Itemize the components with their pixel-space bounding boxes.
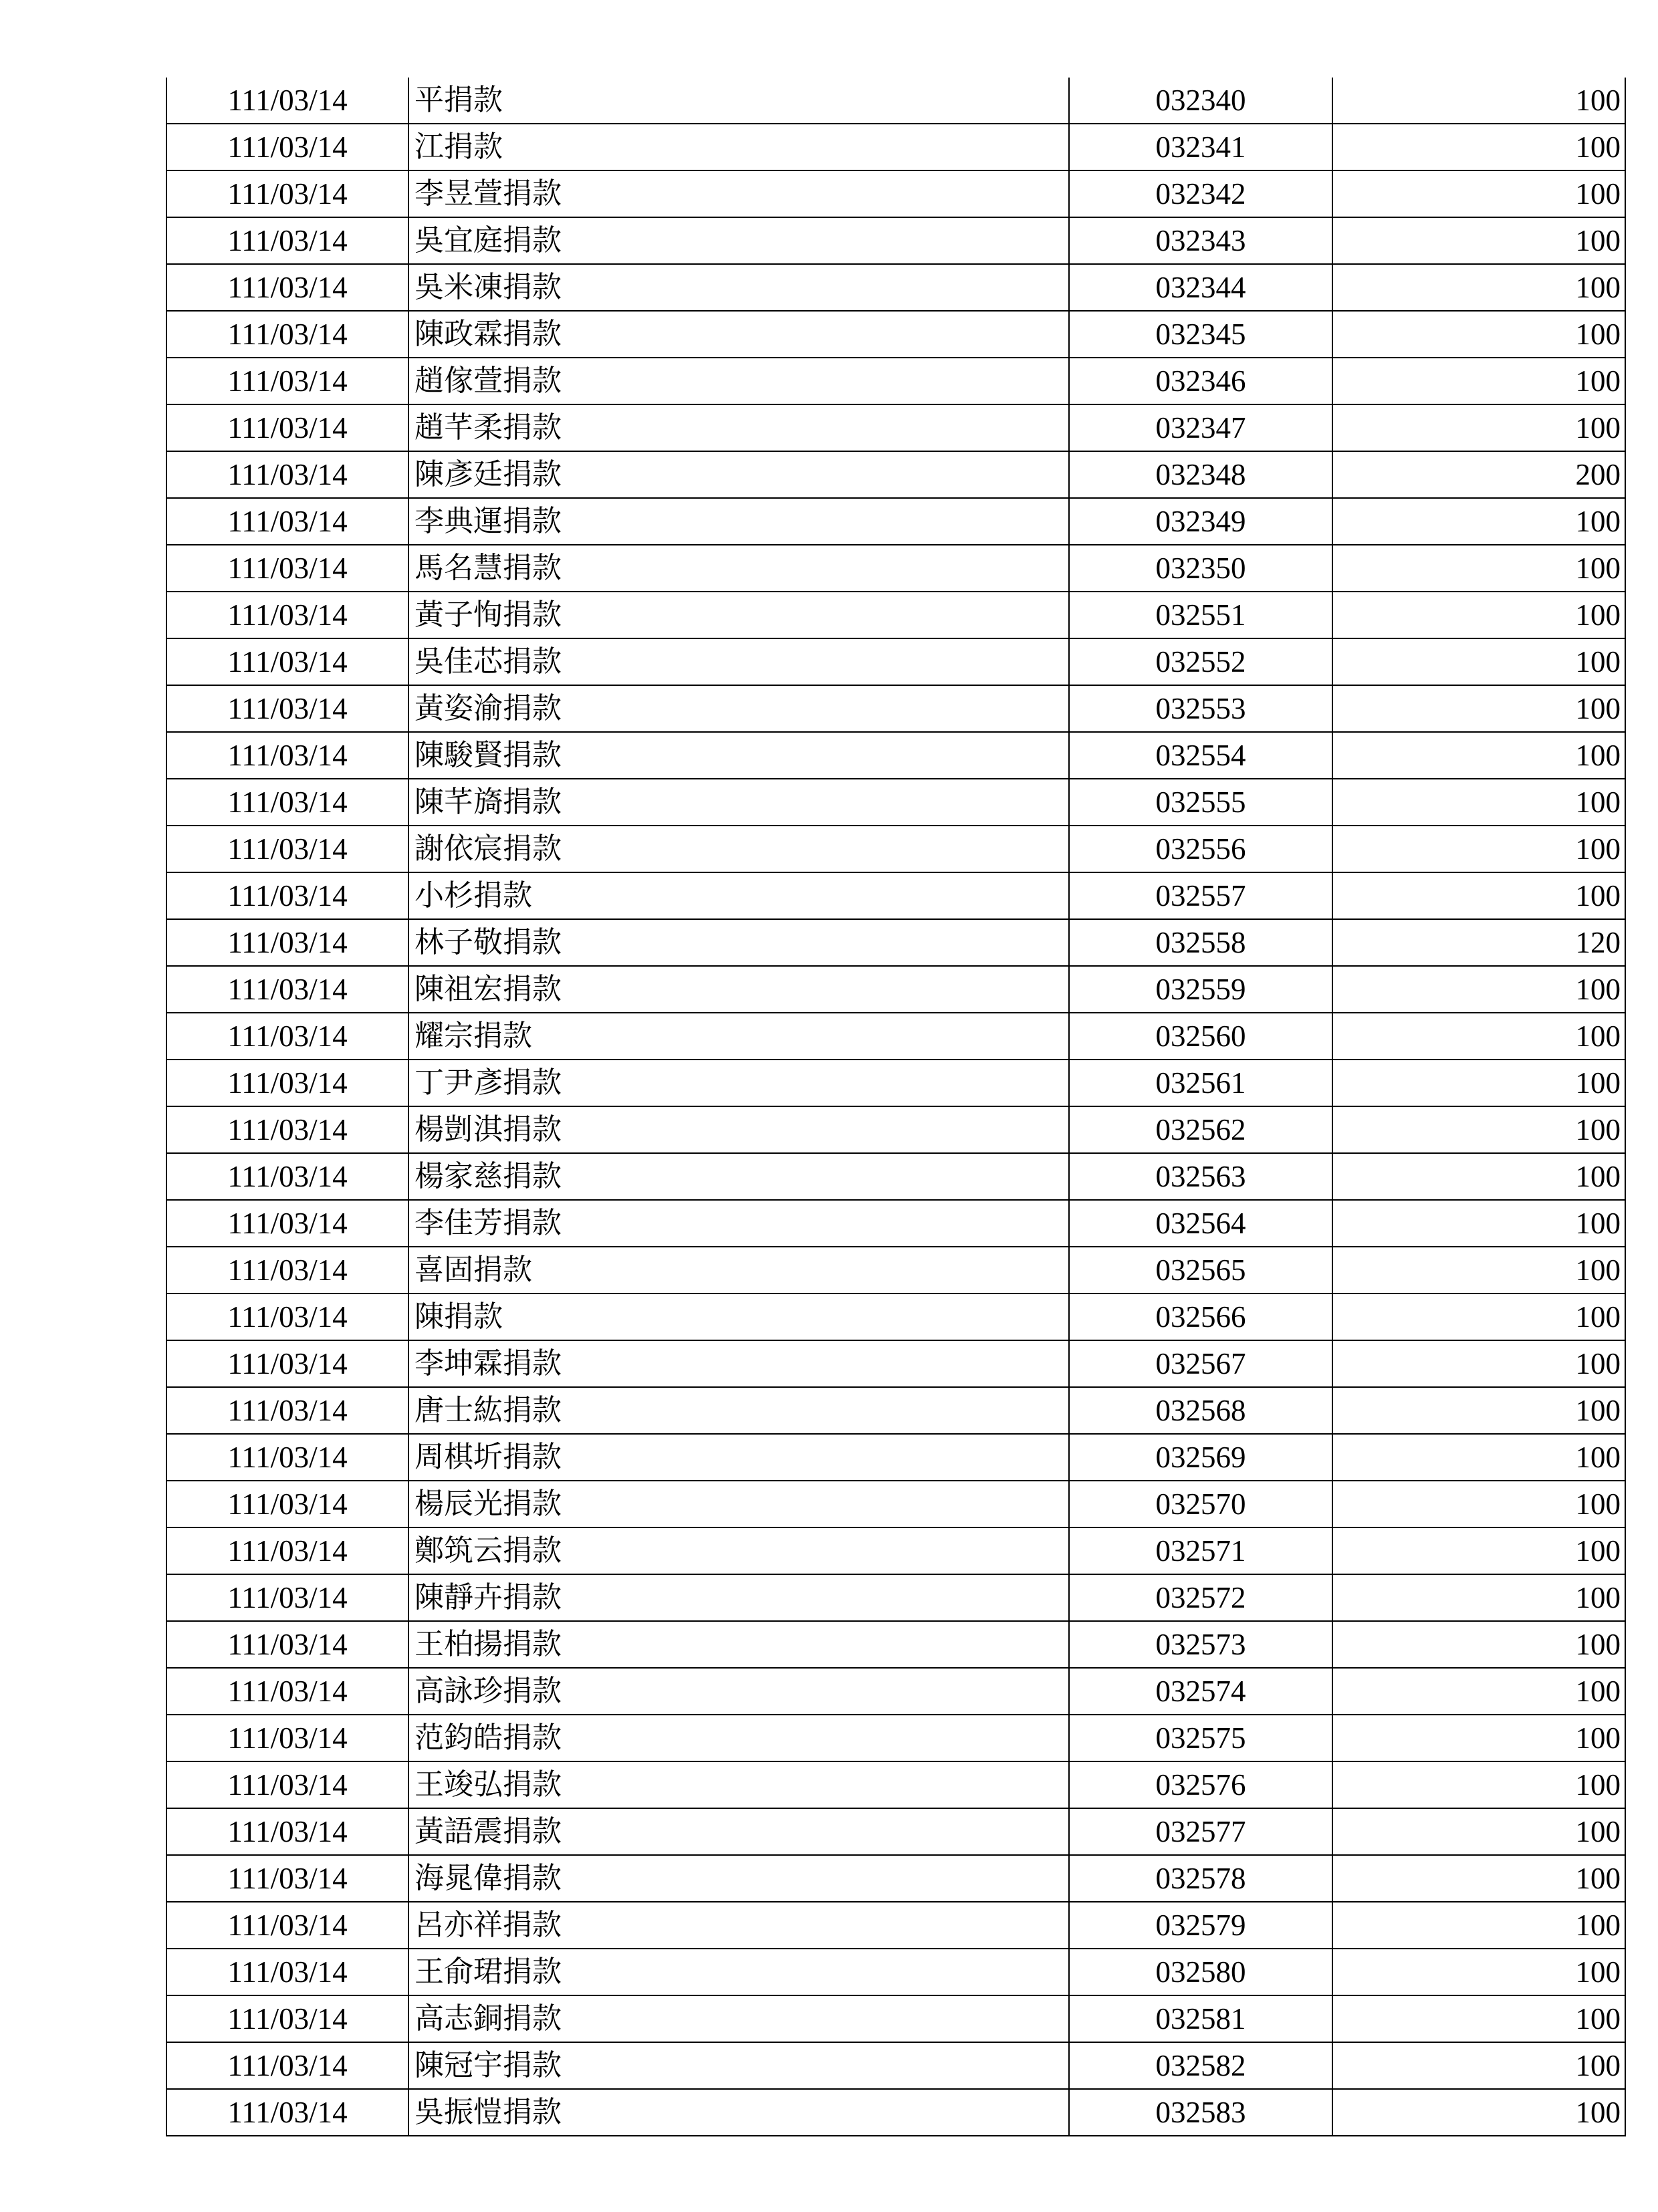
description-cell: 李坤霖捐款 [408, 1340, 1069, 1387]
donation-ledger-table [166, 78, 1626, 2136]
amount-cell: 100 [1332, 545, 1625, 592]
receipt-number-cell: 032581 [1069, 1995, 1332, 2042]
date-cell: 111/03/14 [166, 919, 408, 966]
date-cell: 111/03/14 [166, 451, 408, 498]
date-cell: 111/03/14 [166, 2089, 408, 2136]
date-cell: 111/03/14 [166, 1106, 408, 1153]
receipt-number-cell: 032572 [1069, 1574, 1332, 1621]
table-row [166, 1106, 1625, 1153]
description-cell: 趙傢萱捐款 [408, 358, 1069, 404]
amount-cell: 100 [1332, 779, 1625, 826]
table-row [166, 1808, 1625, 1855]
receipt-number-cell: 032573 [1069, 1621, 1332, 1668]
amount-cell: 100 [1332, 1995, 1625, 2042]
amount-cell: 100 [1332, 1106, 1625, 1153]
date-cell: 111/03/14 [166, 732, 408, 779]
table-row [166, 451, 1625, 498]
date-cell: 111/03/14 [166, 872, 408, 919]
amount-cell: 100 [1332, 78, 1625, 124]
date-cell: 111/03/14 [166, 1995, 408, 2042]
amount-cell: 100 [1332, 2089, 1625, 2136]
date-cell: 111/03/14 [166, 1294, 408, 1340]
table-row [166, 1527, 1625, 1574]
table-row [166, 311, 1625, 358]
amount-cell: 100 [1332, 170, 1625, 217]
amount-cell: 100 [1332, 1668, 1625, 1715]
receipt-number-cell: 032563 [1069, 1153, 1332, 1200]
table-row [166, 919, 1625, 966]
date-cell: 111/03/14 [166, 1340, 408, 1387]
date-cell: 111/03/14 [166, 1527, 408, 1574]
amount-cell: 100 [1332, 1340, 1625, 1387]
date-cell: 111/03/14 [166, 1013, 408, 1060]
date-cell: 111/03/14 [166, 1247, 408, 1294]
amount-cell: 100 [1332, 2042, 1625, 2089]
date-cell: 111/03/14 [166, 1715, 408, 1761]
description-cell: 楊辰光捐款 [408, 1481, 1069, 1527]
amount-cell: 200 [1332, 451, 1625, 498]
date-cell: 111/03/14 [166, 1902, 408, 1949]
table-row [166, 1340, 1625, 1387]
date-cell: 111/03/14 [166, 1621, 408, 1668]
date-cell: 111/03/14 [166, 498, 408, 545]
date-cell: 111/03/14 [166, 1761, 408, 1808]
date-cell: 111/03/14 [166, 1387, 408, 1434]
receipt-number-cell: 032560 [1069, 1013, 1332, 1060]
amount-cell: 100 [1332, 1247, 1625, 1294]
table-row [166, 1715, 1625, 1761]
receipt-number-cell: 032564 [1069, 1200, 1332, 1247]
amount-cell: 100 [1332, 592, 1625, 638]
date-cell: 111/03/14 [166, 1060, 408, 1106]
description-cell: 喜固捐款 [408, 1247, 1069, 1294]
date-cell: 111/03/14 [166, 638, 408, 685]
amount-cell: 100 [1332, 1902, 1625, 1949]
amount-cell: 100 [1332, 966, 1625, 1013]
description-cell: 趙芊柔捐款 [408, 404, 1069, 451]
amount-cell: 100 [1332, 732, 1625, 779]
receipt-number-cell: 032561 [1069, 1060, 1332, 1106]
receipt-number-cell: 032558 [1069, 919, 1332, 966]
table-row [166, 2089, 1625, 2136]
amount-cell: 100 [1332, 311, 1625, 358]
amount-cell: 100 [1332, 1294, 1625, 1340]
description-cell: 陳捐款 [408, 1294, 1069, 1340]
amount-cell: 100 [1332, 1153, 1625, 1200]
date-cell: 111/03/14 [166, 78, 408, 124]
table-row [166, 545, 1625, 592]
date-cell: 111/03/14 [166, 1153, 408, 1200]
description-cell: 林子敬捐款 [408, 919, 1069, 966]
receipt-number-cell: 032340 [1069, 78, 1332, 124]
amount-cell: 100 [1332, 404, 1625, 451]
description-cell: 平捐款 [408, 78, 1069, 124]
receipt-number-cell: 032345 [1069, 311, 1332, 358]
receipt-number-cell: 032565 [1069, 1247, 1332, 1294]
table-row [166, 1855, 1625, 1902]
receipt-number-cell: 032569 [1069, 1434, 1332, 1481]
receipt-number-cell: 032350 [1069, 545, 1332, 592]
receipt-number-cell: 032579 [1069, 1902, 1332, 1949]
table-row [166, 1621, 1625, 1668]
table-row [166, 1574, 1625, 1621]
amount-cell: 100 [1332, 1949, 1625, 1995]
table-row [166, 78, 1625, 124]
table-row [166, 1481, 1625, 1527]
table-row [166, 779, 1625, 826]
date-cell: 111/03/14 [166, 685, 408, 732]
table-row [166, 1995, 1625, 2042]
description-cell: 陳芊旖捐款 [408, 779, 1069, 826]
table-row [166, 404, 1625, 451]
amount-cell: 100 [1332, 124, 1625, 170]
amount-cell: 100 [1332, 1387, 1625, 1434]
date-cell: 111/03/14 [166, 311, 408, 358]
description-cell: 周棋圻捐款 [408, 1434, 1069, 1481]
table-row [166, 217, 1625, 264]
description-cell: 王俞珺捐款 [408, 1949, 1069, 1995]
table-row [166, 1949, 1625, 1995]
description-cell: 耀宗捐款 [408, 1013, 1069, 1060]
table-row [166, 872, 1625, 919]
receipt-number-cell: 032552 [1069, 638, 1332, 685]
description-cell: 楊剴淇捐款 [408, 1106, 1069, 1153]
receipt-number-cell: 032582 [1069, 2042, 1332, 2089]
date-cell: 111/03/14 [166, 592, 408, 638]
table-row [166, 966, 1625, 1013]
receipt-number-cell: 032568 [1069, 1387, 1332, 1434]
receipt-number-cell: 032346 [1069, 358, 1332, 404]
date-cell: 111/03/14 [166, 170, 408, 217]
receipt-number-cell: 032557 [1069, 872, 1332, 919]
receipt-number-cell: 032551 [1069, 592, 1332, 638]
amount-cell: 100 [1332, 498, 1625, 545]
receipt-number-cell: 032347 [1069, 404, 1332, 451]
date-cell: 111/03/14 [166, 966, 408, 1013]
description-cell: 陳靜卉捐款 [408, 1574, 1069, 1621]
description-cell: 吳振愷捐款 [408, 2089, 1069, 2136]
description-cell: 李昱萱捐款 [408, 170, 1069, 217]
amount-cell: 100 [1332, 1855, 1625, 1902]
description-cell: 馬名慧捐款 [408, 545, 1069, 592]
description-cell: 黃語震捐款 [408, 1808, 1069, 1855]
table-row [166, 1247, 1625, 1294]
description-cell: 楊家慈捐款 [408, 1153, 1069, 1200]
table-row [166, 732, 1625, 779]
amount-cell: 100 [1332, 1761, 1625, 1808]
date-cell: 111/03/14 [166, 779, 408, 826]
receipt-number-cell: 032571 [1069, 1527, 1332, 1574]
amount-cell: 100 [1332, 638, 1625, 685]
description-cell: 高詠珍捐款 [408, 1668, 1069, 1715]
amount-cell: 100 [1332, 1621, 1625, 1668]
table-row [166, 170, 1625, 217]
table-row [166, 358, 1625, 404]
amount-cell: 100 [1332, 358, 1625, 404]
date-cell: 111/03/14 [166, 1200, 408, 1247]
receipt-number-cell: 032578 [1069, 1855, 1332, 1902]
date-cell: 111/03/14 [166, 1668, 408, 1715]
table-row [166, 1153, 1625, 1200]
description-cell: 江捐款 [408, 124, 1069, 170]
amount-cell: 100 [1332, 872, 1625, 919]
table-row [166, 1902, 1625, 1949]
description-cell: 陳彥廷捐款 [408, 451, 1069, 498]
table-row [166, 685, 1625, 732]
date-cell: 111/03/14 [166, 217, 408, 264]
table-row [166, 124, 1625, 170]
date-cell: 111/03/14 [166, 264, 408, 311]
table-row [166, 638, 1625, 685]
date-cell: 111/03/14 [166, 1574, 408, 1621]
date-cell: 111/03/14 [166, 1949, 408, 1995]
amount-cell: 100 [1332, 217, 1625, 264]
description-cell: 唐士紘捐款 [408, 1387, 1069, 1434]
amount-cell: 100 [1332, 1527, 1625, 1574]
date-cell: 111/03/14 [166, 1808, 408, 1855]
table-row [166, 1060, 1625, 1106]
receipt-number-cell: 032341 [1069, 124, 1332, 170]
description-cell: 海晁偉捐款 [408, 1855, 1069, 1902]
description-cell: 吳佳芯捐款 [408, 638, 1069, 685]
description-cell: 黃子恂捐款 [408, 592, 1069, 638]
date-cell: 111/03/14 [166, 404, 408, 451]
receipt-number-cell: 032580 [1069, 1949, 1332, 1995]
table-row [166, 1761, 1625, 1808]
table-row [166, 592, 1625, 638]
amount-cell: 100 [1332, 1574, 1625, 1621]
description-cell: 小杉捐款 [408, 872, 1069, 919]
table-row [166, 264, 1625, 311]
receipt-number-cell: 032554 [1069, 732, 1332, 779]
description-cell: 吳宜庭捐款 [408, 217, 1069, 264]
receipt-number-cell: 032556 [1069, 826, 1332, 872]
amount-cell: 100 [1332, 1481, 1625, 1527]
description-cell: 范鈞皓捐款 [408, 1715, 1069, 1761]
ledger-body [166, 78, 1625, 2136]
receipt-number-cell: 032344 [1069, 264, 1332, 311]
receipt-number-cell: 032577 [1069, 1808, 1332, 1855]
receipt-number-cell: 032574 [1069, 1668, 1332, 1715]
table-row [166, 1387, 1625, 1434]
description-cell: 黃姿渝捐款 [408, 685, 1069, 732]
receipt-number-cell: 032570 [1069, 1481, 1332, 1527]
amount-cell: 100 [1332, 264, 1625, 311]
table-row [166, 1294, 1625, 1340]
date-cell: 111/03/14 [166, 2042, 408, 2089]
amount-cell: 100 [1332, 685, 1625, 732]
amount-cell: 100 [1332, 826, 1625, 872]
amount-cell: 100 [1332, 1013, 1625, 1060]
receipt-number-cell: 032555 [1069, 779, 1332, 826]
receipt-number-cell: 032576 [1069, 1761, 1332, 1808]
date-cell: 111/03/14 [166, 124, 408, 170]
table-row [166, 1434, 1625, 1481]
amount-cell: 100 [1332, 1808, 1625, 1855]
description-cell: 陳冠宇捐款 [408, 2042, 1069, 2089]
amount-cell: 100 [1332, 1434, 1625, 1481]
description-cell: 高志銅捐款 [408, 1995, 1069, 2042]
description-cell: 呂亦祥捐款 [408, 1902, 1069, 1949]
amount-cell: 100 [1332, 1060, 1625, 1106]
description-cell: 李典運捐款 [408, 498, 1069, 545]
description-cell: 吳米凍捐款 [408, 264, 1069, 311]
date-cell: 111/03/14 [166, 545, 408, 592]
amount-cell: 100 [1332, 1715, 1625, 1761]
receipt-number-cell: 032566 [1069, 1294, 1332, 1340]
date-cell: 111/03/14 [166, 826, 408, 872]
amount-cell: 100 [1332, 1200, 1625, 1247]
description-cell: 王竣弘捐款 [408, 1761, 1069, 1808]
description-cell: 陳駿賢捐款 [408, 732, 1069, 779]
description-cell: 陳祖宏捐款 [408, 966, 1069, 1013]
receipt-number-cell: 032562 [1069, 1106, 1332, 1153]
receipt-number-cell: 032348 [1069, 451, 1332, 498]
table-row [166, 826, 1625, 872]
date-cell: 111/03/14 [166, 358, 408, 404]
receipt-number-cell: 032567 [1069, 1340, 1332, 1387]
receipt-number-cell: 032575 [1069, 1715, 1332, 1761]
description-cell: 謝依宸捐款 [408, 826, 1069, 872]
table-row [166, 498, 1625, 545]
receipt-number-cell: 032553 [1069, 685, 1332, 732]
receipt-number-cell: 032583 [1069, 2089, 1332, 2136]
table-row [166, 2042, 1625, 2089]
description-cell: 丁尹彥捐款 [408, 1060, 1069, 1106]
description-cell: 陳政霖捐款 [408, 311, 1069, 358]
receipt-number-cell: 032342 [1069, 170, 1332, 217]
description-cell: 鄭筑云捐款 [408, 1527, 1069, 1574]
amount-cell: 120 [1332, 919, 1625, 966]
receipt-number-cell: 032349 [1069, 498, 1332, 545]
table-row [166, 1013, 1625, 1060]
table-row [166, 1200, 1625, 1247]
date-cell: 111/03/14 [166, 1434, 408, 1481]
description-cell: 李佳芳捐款 [408, 1200, 1069, 1247]
description-cell: 王柏揚捐款 [408, 1621, 1069, 1668]
receipt-number-cell: 032559 [1069, 966, 1332, 1013]
date-cell: 111/03/14 [166, 1481, 408, 1527]
table-row [166, 1668, 1625, 1715]
date-cell: 111/03/14 [166, 1855, 408, 1902]
receipt-number-cell: 032343 [1069, 217, 1332, 264]
